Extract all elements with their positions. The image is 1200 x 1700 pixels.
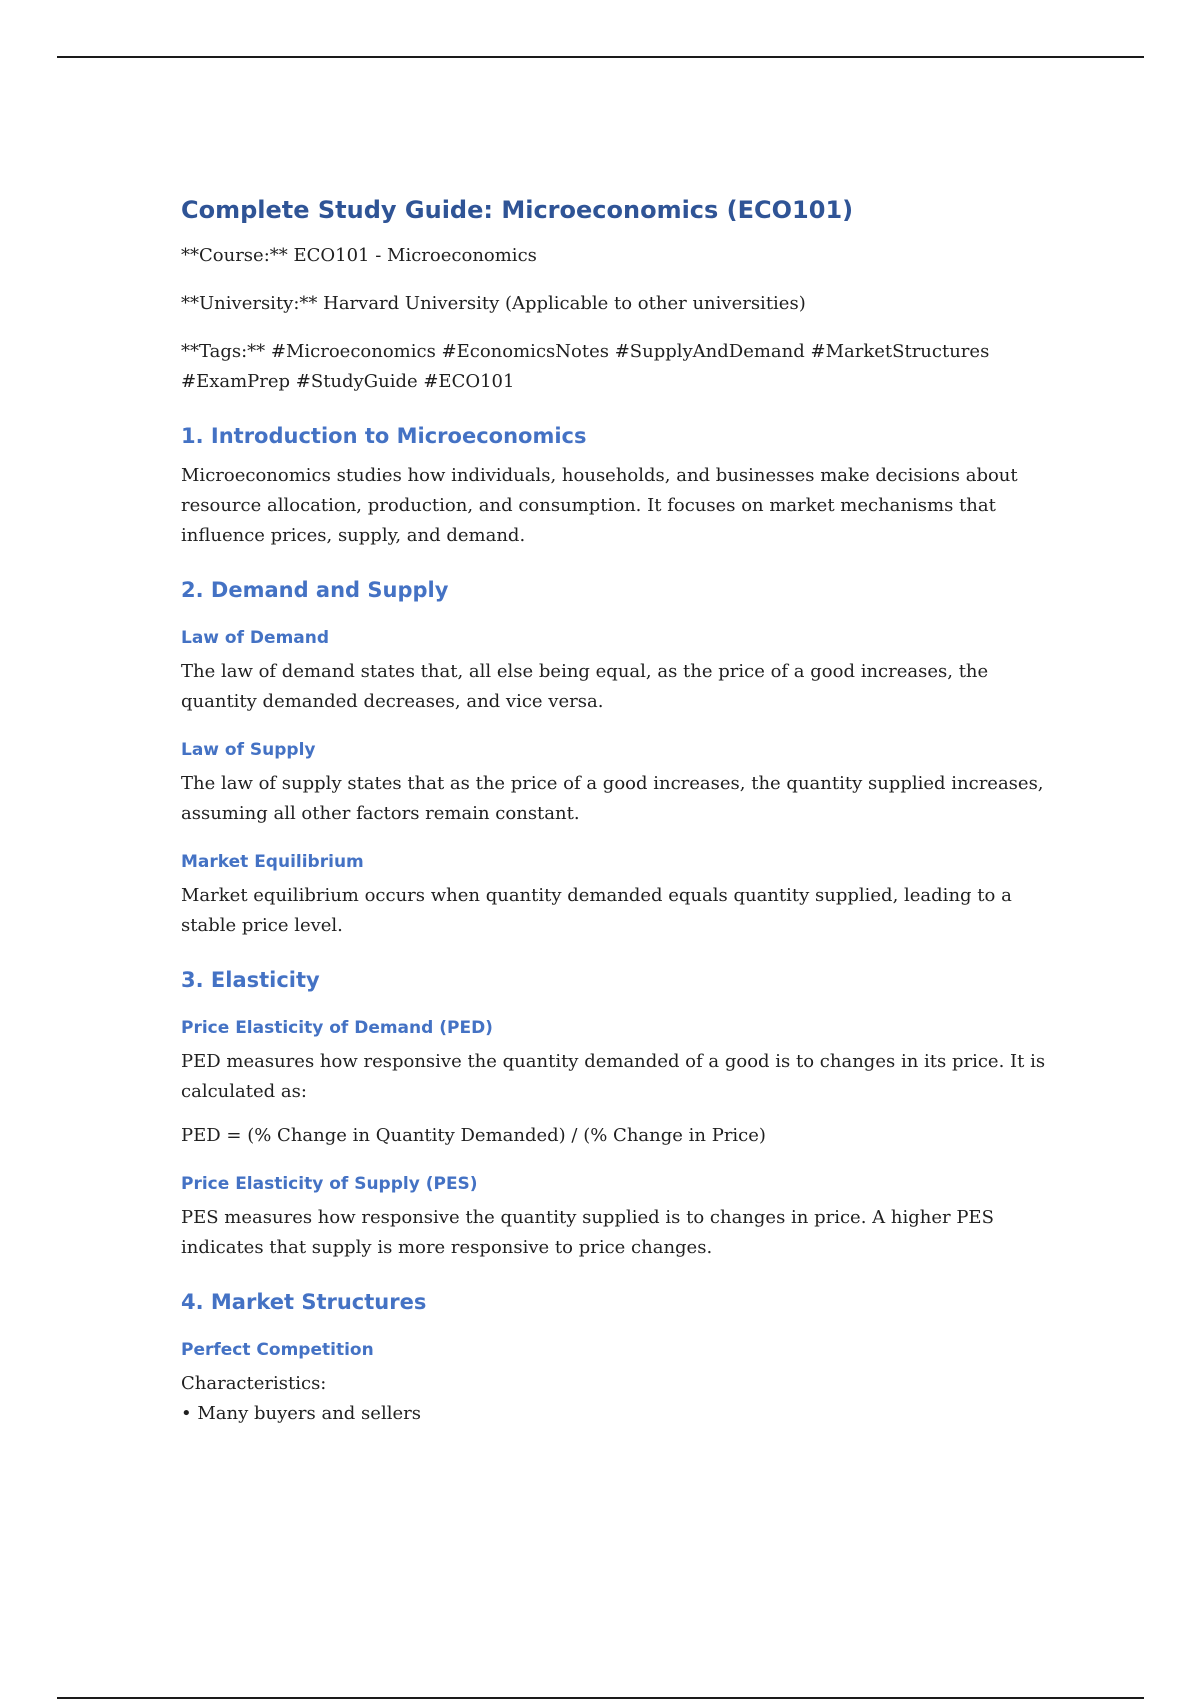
ped-paragraph: PED measures how responsive the quantity demanded of a good is to changes in its price. It is calculated as: xyxy=(181,1051,1046,1102)
characteristics-label: Characteristics: xyxy=(181,1373,327,1394)
course-line: **Course:** ECO101 - Microeconomics xyxy=(181,245,537,266)
bullet-item: • Many buyers and sellers xyxy=(181,1403,421,1424)
law-of-supply-paragraph: The law of supply states that as the price of a good increases, the quantity supplied increases, assuming all other factors remain constant. xyxy=(181,773,1044,824)
pes-paragraph: PES measures how responsive the quantity supplied is to changes in price. A higher PES indicates that supply is more responsive to price changes. xyxy=(181,1207,994,1258)
market-equilibrium-paragraph: Market equilibrium occurs when quantity demanded equals quantity supplied, leading to a stable price level. xyxy=(181,885,1012,936)
footer-rule xyxy=(57,1697,1144,1699)
section-heading-demand-supply: 2. Demand and Supply xyxy=(181,578,449,602)
subheading-law-of-demand: Law of Demand xyxy=(181,628,330,648)
law-of-demand-paragraph: The law of demand states that, all else being equal, as the price of a good increases, the quantity demanded decreases, and vice versa. xyxy=(181,661,989,712)
ped-formula: PED = (% Change in Quantity Demanded) / (% Change in Price) xyxy=(181,1125,766,1146)
subheading-ped: Price Elasticity of Demand (PED) xyxy=(181,1018,493,1038)
introduction-paragraph: Microeconomics studies how individuals, households, and businesses make decisions about resource allocation, production, and consumption. It focuses on market mechanisms that influence prices, supply, and demand. xyxy=(181,465,1018,546)
section-heading-introduction: 1. Introduction to Microeconomics xyxy=(181,424,587,448)
header-rule xyxy=(57,56,1144,58)
subheading-law-of-supply: Law of Supply xyxy=(181,740,316,760)
document-body xyxy=(181,193,1061,1429)
tags-line: **Tags:** #Microeconomics #EconomicsNotes #SupplyAndDemand #MarketStructures #ExamPrep #StudyGuide #ECO101 xyxy=(181,341,990,392)
subheading-pes: Price Elasticity of Supply (PES) xyxy=(181,1174,478,1194)
section-heading-elasticity: 3. Elasticity xyxy=(181,968,320,992)
section-heading-market-structures: 4. Market Structures xyxy=(181,1290,427,1314)
subheading-perfect-competition: Perfect Competition xyxy=(181,1340,374,1360)
subheading-market-equilibrium: Market Equilibrium xyxy=(181,852,364,872)
university-line: **University:** Harvard University (Applicable to other universities) xyxy=(181,293,806,314)
document-title: Complete Study Guide: Microeconomics (ECO101) xyxy=(181,196,854,224)
